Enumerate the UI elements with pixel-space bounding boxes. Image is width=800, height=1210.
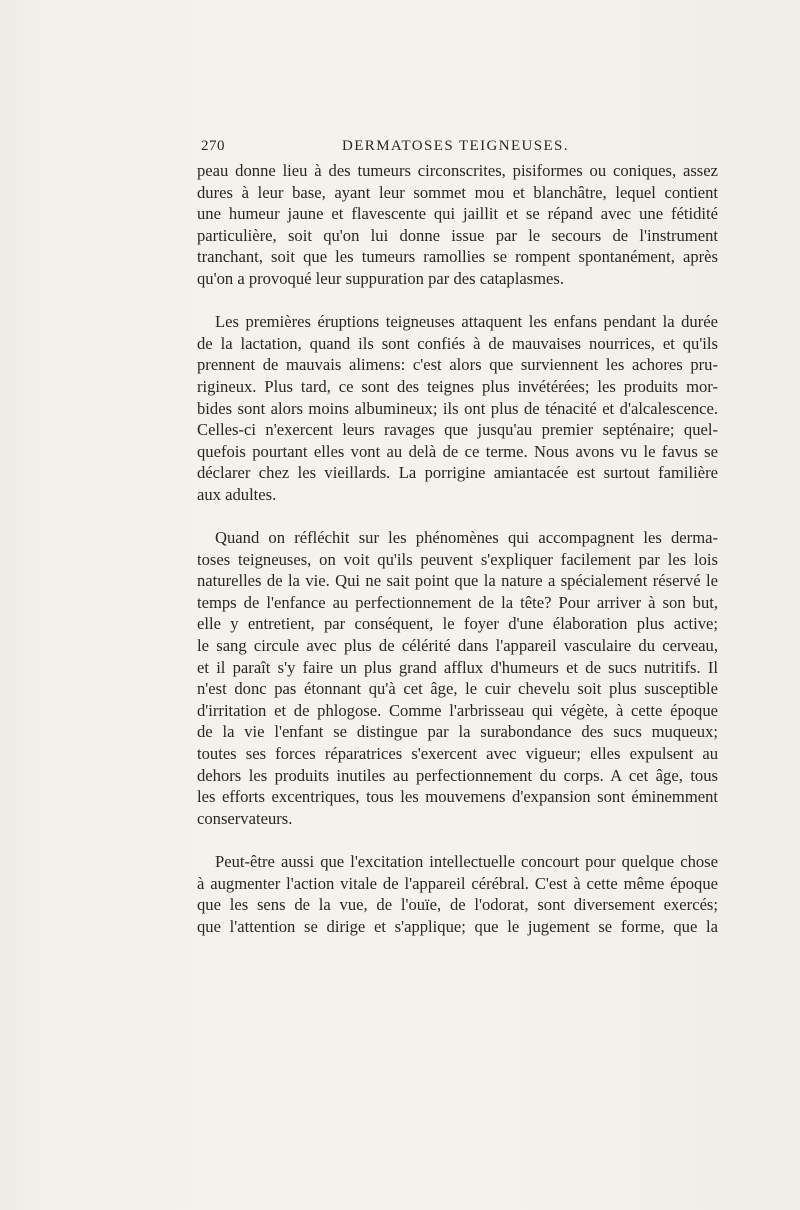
- text-line: bides sont alors moins albumineux; ils ont plus de ténacité et d'alcalescence.: [197, 398, 718, 418]
- text-line: dures à leur base, ayant leur sommet mou et blanchâtre, lequel contient: [197, 182, 718, 202]
- text-line: toutes ses forces réparatrices s'exercent avec vigueur; elles expulsent au: [197, 744, 718, 764]
- text-line: Peut-être aussi que l'excitation intellectuelle concourt pour quelque chose: [215, 852, 718, 871]
- text-line: de la lactation, quand ils sont confiés à de mauvaises nourrices, et qu'ils: [197, 333, 718, 353]
- text-line: prennent de mauvais alimens: c'est alors que surviennent les achores pru-: [197, 355, 718, 375]
- running-title: DERMATOSES TEIGNEUSES.: [342, 138, 569, 154]
- text-line: que les sens de la vue, de l'ouïe, de l'odorat, sont diversement exercés;: [197, 895, 718, 915]
- paragraph-3: [197, 527, 718, 829]
- text-line: toses teigneuses, on voit qu'ils peuvent s'expliquer facilement par les lois: [197, 549, 718, 569]
- text-line: à augmenter l'action vitale de l'appareil cérébral. C'est à cette même époque: [197, 873, 718, 893]
- text-line: et il paraît s'y faire un plus grand afflux d'humeurs et de sucs nutritifs. Il: [197, 657, 718, 677]
- text-line: temps de l'enfance au perfectionnement de la tête? Pour arriver à son but,: [197, 592, 718, 612]
- text-line: rigineux. Plus tard, ce sont des teignes plus invétérées; les produits mor-: [197, 376, 718, 396]
- text-line: Quand on réfléchit sur les phénomènes qui accompagnent les derma-: [215, 528, 718, 548]
- text-line: d'irritation et de phlogose. Comme l'arbrisseau qui végète, à cette époque: [197, 700, 718, 720]
- text-line: Les premières éruptions teigneuses attaquent les enfans pendant la durée: [215, 312, 718, 332]
- text-line: qu'on a provoqué leur suppuration par des cataplasmes.: [197, 268, 565, 288]
- page-number: 270: [201, 138, 225, 154]
- text-line: quefois pourtant elles vont au delà de ce terme. Nous avons vu le favus se: [197, 441, 718, 461]
- text-line: le sang circule avec plus de célérité dans l'appareil vasculaire du cerveau,: [197, 636, 718, 656]
- text-line: Celles-ci n'exercent leurs ravages que jusqu'au premier septénaire; quel-: [197, 420, 718, 440]
- paragraph-4: [197, 851, 718, 937]
- text-line: particulière, soit qu'on lui donne issue par le secours de l'instrument: [197, 225, 718, 245]
- text-line: les efforts excentriques, tous les mouvemens d'expansion sont éminemment: [197, 787, 718, 807]
- paragraph-1: [197, 160, 718, 290]
- text-line: elle y entretient, par conséquent, le foyer d'une élaboration plus active;: [197, 614, 718, 634]
- body-text: [197, 160, 718, 937]
- text-line: de la vie l'enfant se distingue par la surabondance des sucs muqueux;: [197, 722, 718, 742]
- running-head: [201, 138, 717, 160]
- text-line: peau donne lieu à des tumeurs circonscrites, pisiformes ou coniques, assez: [197, 161, 718, 180]
- text-line: que l'attention se dirige et s'applique; que le jugement se forme, que la: [197, 916, 718, 936]
- text-line: tranchant, soit que les tumeurs ramollies se rompent spontanément, après: [197, 247, 718, 267]
- text-line: conservateurs.: [197, 808, 293, 828]
- text-line: une humeur jaune et flavescente qui jaillit et se répand avec une fétidité: [197, 204, 718, 224]
- text-line: dehors les produits inutiles au perfectionnement du corps. A cet âge, tous: [197, 765, 718, 785]
- text-line: déclarer chez les vieillards. La porrigine amiantacée est surtout familière: [197, 463, 718, 483]
- text-line: naturelles de la vie. Qui ne sait point que la nature a spécialement réservé le: [197, 571, 718, 591]
- text-line: aux adultes.: [197, 484, 277, 504]
- paragraph-2: [197, 311, 718, 505]
- text-line: n'est donc pas étonnant qu'à cet âge, le cuir chevelu soit plus susceptible: [197, 679, 718, 699]
